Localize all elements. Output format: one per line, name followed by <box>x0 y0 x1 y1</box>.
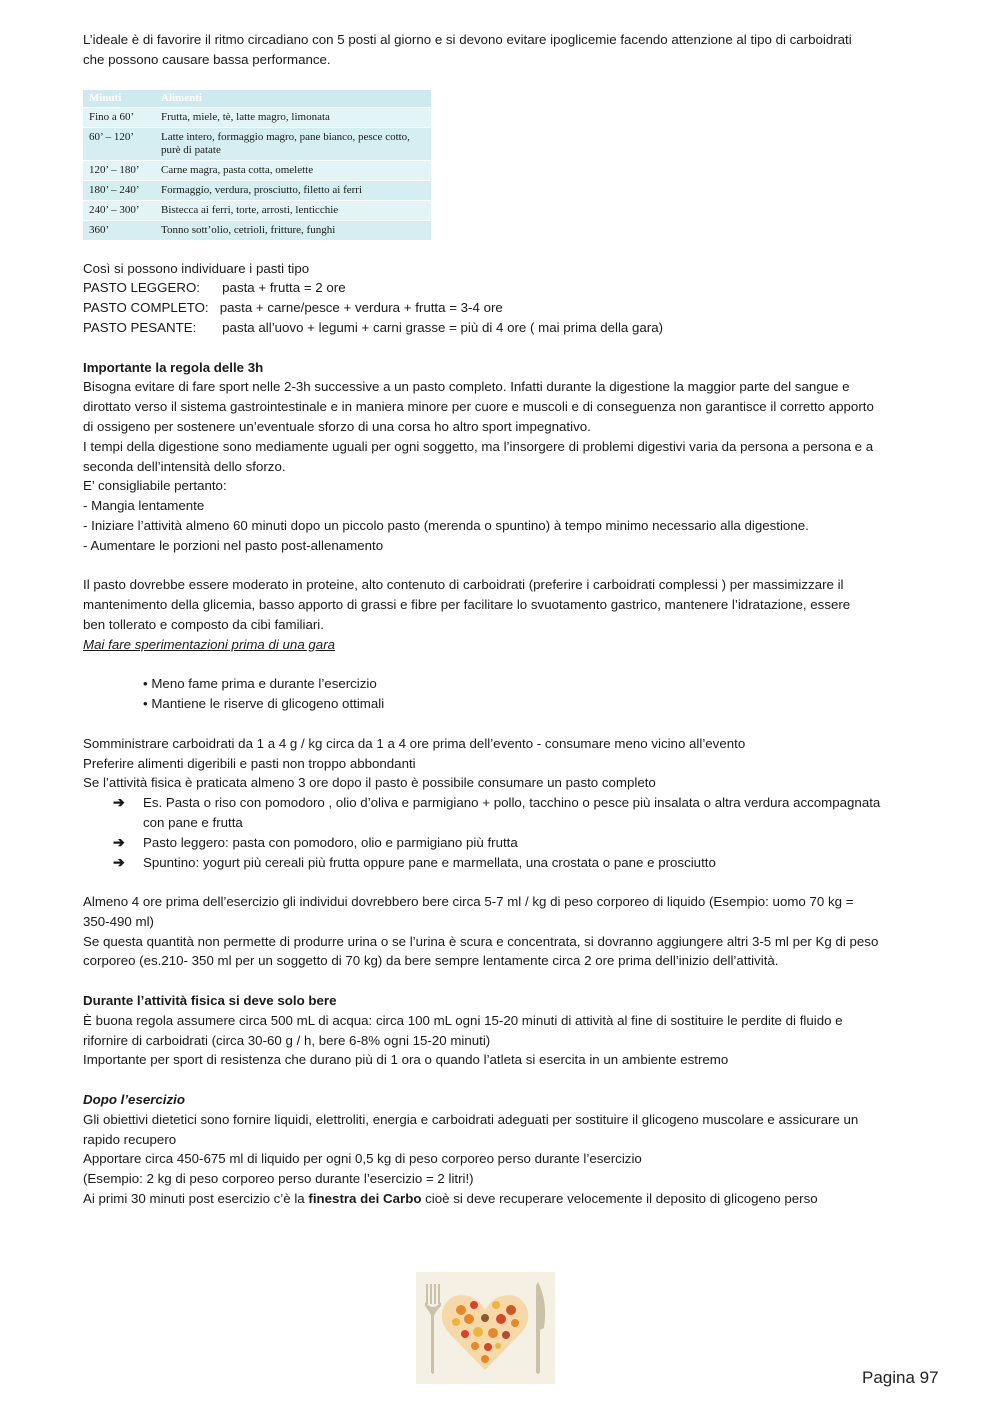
table-header-cell: Alimenti <box>155 90 431 108</box>
table-row <box>83 200 431 220</box>
table-cell-time: 180’ – 240’ <box>83 180 155 200</box>
warning-note: Mai fare sperimentazioni prima di una gara <box>83 636 336 652</box>
arrow-item-text: Spuntino: yogurt più cereali più frutta oppure pane e marmellata, una crostata o pane e prosciutto <box>143 854 716 870</box>
table-cell-time: Fino a 60’ <box>83 107 155 127</box>
paragraph-line: seconda dell’intensità dello sforzo. <box>83 458 286 474</box>
paragraph-line: Il pasto dovrebbe essere moderato in proteine, alto contenuto di carboidrati (preferire i carboidrati complessi ) per massimizzare il <box>83 577 844 593</box>
page-content <box>83 30 923 1209</box>
paragraph-line: È buona regola assumere circa 500 mL di acqua: circa 100 mL ogni 15-20 minuti di attività al fine di sostituire le perdite di fluido e <box>83 1012 843 1028</box>
paragraph-line: dirottato verso il sistema gastrointestinale e in maniera minore per cuore e muscoli e di conseguenza non garantisce il corretto apporto <box>83 399 874 415</box>
table-row <box>83 220 431 240</box>
list-item: - Mangia lentamente <box>83 498 205 514</box>
table-cell-foods: Frutta, miele, tè, latte magro, limonata <box>155 107 431 127</box>
paragraph-line: Se l’attività fisica è praticata almeno 3 ore dopo il pasto è possibile consumare un pasto completo <box>83 775 656 791</box>
table-cell-foods: Formaggio, verdura, prosciutto, filetto ai ferri <box>155 180 431 200</box>
paragraph-line: 350-490 ml) <box>83 913 154 929</box>
paragraph-line <box>83 1189 923 1209</box>
paragraph-line: rifornire di carboidrati (circa 30-60 g / h, bere 6-8% ogni 15-20 minuti) <box>83 1032 491 1048</box>
table-cell-time: 360’ <box>83 220 155 240</box>
paragraph-line: di ossigeno per sostenere un’eventuale sforzo di una corsa ho altro sport impegnativo. <box>83 418 591 434</box>
bullet-item: • Meno fame prima e durante l’esercizio <box>143 676 377 692</box>
arrow-icon: ➔ <box>113 794 125 811</box>
arrow-item-text: Pasto leggero: pasta con pomodoro, olio e parmigiano più frutta <box>143 834 518 850</box>
table-cell-foods: Tonno sott’olio, cetrioli, fritture, funghi <box>155 220 431 240</box>
arrow-list-item <box>83 833 923 853</box>
paragraph-line: Somministrare carboidrati da 1 a 4 g / kg circa da 1 a 4 ore prima dell’evento - consumare meno vicino all’evento <box>83 735 746 751</box>
arrow-item-text: Es. Pasta o riso con pomodoro , olio d’oliva e parmigiano + pollo, tacchino o pesce più insalata o altra verdura accompagnata <box>143 795 881 811</box>
table-cell-time: 120’ – 180’ <box>83 160 155 180</box>
carb-window-term: finestra dei Carbo <box>308 1191 422 1207</box>
arrow-icon: ➔ <box>113 833 125 850</box>
food-heart-illustration <box>416 1272 555 1384</box>
table-row <box>83 127 431 160</box>
meals-intro: Così si possono individuare i pasti tipo <box>83 260 310 276</box>
paragraph-line: (Esempio: 2 kg di peso corporeo perso durante l’esercizio = 2 litri!) <box>83 1171 474 1187</box>
table-row <box>83 180 431 200</box>
bullet-item: • Mantiene le riserve di glicogeno ottimali <box>143 696 385 712</box>
paragraph-line: Apportare circa 450-675 ml di liquido per ogni 0,5 kg di peso corporeo perso durante l’esercizio <box>83 1151 642 1167</box>
arrow-list-item <box>83 793 923 833</box>
paragraph-line: Preferire alimenti digeribili e pasti non troppo abbondanti <box>83 755 416 771</box>
paragraph-line: rapido recupero <box>83 1131 177 1147</box>
table-row <box>83 160 431 180</box>
section-heading: Dopo l’esercizio <box>83 1092 185 1108</box>
arrow-item-text: con pane e frutta <box>143 814 243 830</box>
text-span: cioè si deve recuperare velocemente il deposito di glicogeno perso <box>421 1191 818 1207</box>
table-cell-time: 240’ – 300’ <box>83 200 155 220</box>
paragraph-line: ben tollerato e composto da cibi familiari. <box>83 616 324 632</box>
paragraph-line: E’ consigliabile pertanto: <box>83 478 227 494</box>
meal-light: PASTO LEGGERO: pasta + frutta = 2 ore <box>83 280 346 296</box>
table-cell-foods: Carne magra, pasta cotta, omelette <box>155 160 431 180</box>
paragraph-line: Se questa quantità non permette di produrre urina o se l’urina è scura e concentrata, si dovranno aggiungere altri 3-5 ml per Kg di peso <box>83 933 879 949</box>
digestion-times-table <box>83 90 431 240</box>
page-number: Pagina 97 <box>862 1368 939 1387</box>
paragraph-line: Almeno 4 ore prima dell’esercizio gli individui dovrebbero bere circa 5-7 ml / kg di peso corporeo di liquido (Esempio: uomo 70 kg = <box>83 894 854 910</box>
table-cell-time: 60’ – 120’ <box>83 127 155 160</box>
list-item: - Iniziare l’attività almeno 60 minuti dopo un piccolo pasto (merenda o spuntino) à tempo minimo necessario alla digestione. <box>83 517 809 533</box>
table-cell-foods: Bistecca ai ferri, torte, arrosti, lenticchie <box>155 200 431 220</box>
paragraph-line: Importante per sport di resistenza che durano più di 1 ora o quando l’atleta si esercita in un ambiente estremo <box>83 1052 729 1068</box>
section-heading: Durante l’attività fisica si deve solo bere <box>83 993 337 1009</box>
intro-line: L’ideale è di favorire il ritmo circadiano con 5 posti al giorno e si devono evitare ipoglicemie facendo attenzione al tipo di carboidrati <box>83 32 852 47</box>
table-cell-foods: Latte intero, formaggio magro, pane bianco, pesce cotto, purè di patate <box>155 127 431 160</box>
meal-full: PASTO COMPLETO: pasta + carne/pesce + verdura + frutta = 3-4 ore <box>83 300 503 316</box>
paragraph-line: corporeo (es.210- 350 ml per un soggetto di 70 kg) da bere sempre lentamente circa 2 ore prima dell’inizio dell’attività. <box>83 953 779 969</box>
paragraph-line: Bisogna evitare di fare sport nelle 2-3h successive a un pasto completo. Infatti durante la digestione la maggior parte del sangue e <box>83 379 850 395</box>
list-item: - Aumentare le porzioni nel pasto post-allenamento <box>83 537 384 553</box>
paragraph-line: mantenimento della glicemia, basso apporto di grassi e fibre per facilitare lo svuotamento gastrico, mantenere l’idratazione, essere <box>83 597 851 613</box>
table-header-cell: Minuti <box>83 90 155 108</box>
arrow-list-item <box>83 853 923 873</box>
arrow-icon: ➔ <box>113 853 125 870</box>
section-heading: Importante la regola delle 3h <box>83 359 264 375</box>
intro-line: che possono causare bassa performance. <box>83 51 331 67</box>
paragraph-line: Gli obiettivi dietetici sono fornire liquidi, elettroliti, energia e carboidrati adeguati per sostituire il glicogeno muscolare e assicurare un <box>83 1111 859 1127</box>
paragraph-line: I tempi della digestione sono mediamente uguali per ogni soggetto, ma l’insorgere di problemi digestivi varia da persona a persona e a <box>83 438 874 454</box>
table-header-row <box>83 90 431 108</box>
text-span: Ai primi 30 minuti post esercizio c’è la <box>83 1191 309 1207</box>
food-heart-icon <box>416 1272 555 1384</box>
table-row <box>83 107 431 127</box>
meal-heavy: PASTO PESANTE: pasta all’uovo + legumi + carni grasse = più di 4 ore ( mai prima della gara) <box>83 319 664 335</box>
